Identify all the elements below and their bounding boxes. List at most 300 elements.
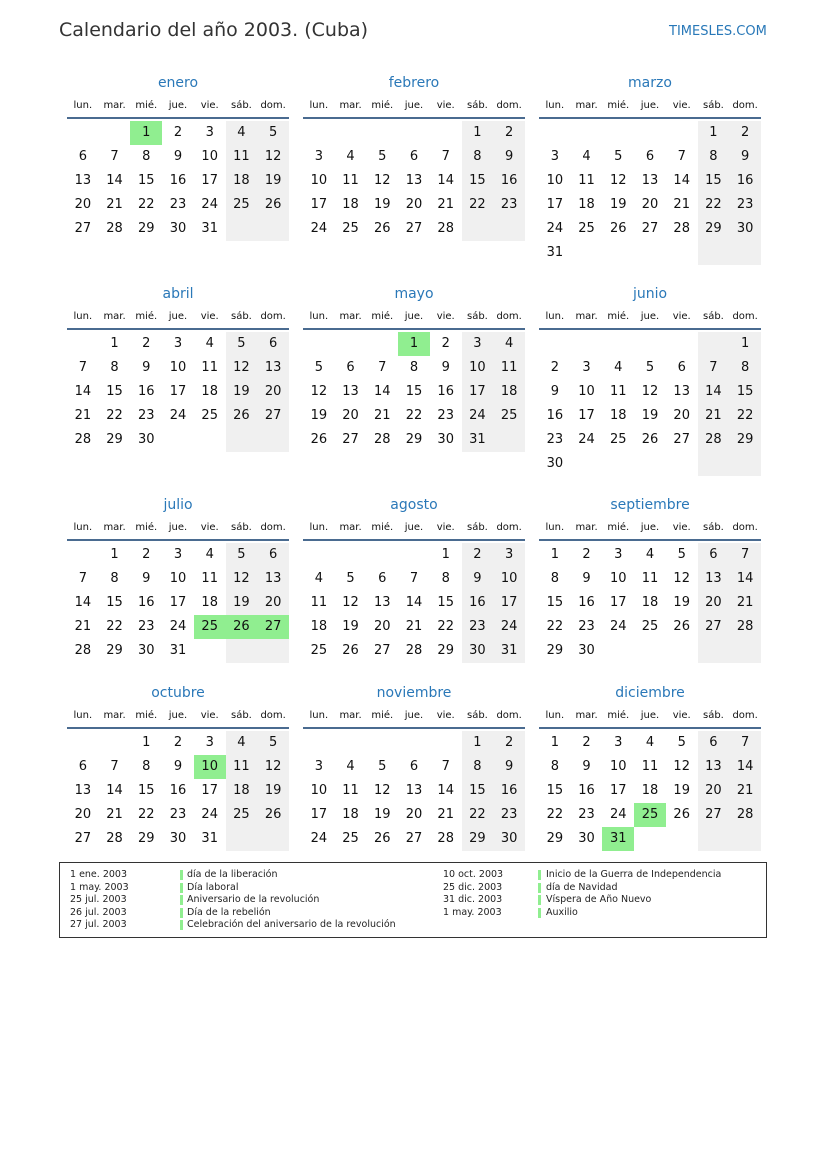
day-cell: 3 [173,336,183,351]
day-cell: 25 [310,643,328,658]
day-cell: 18 [342,197,359,212]
day-cell: 17 [610,783,627,798]
day-cell: 9 [493,145,525,169]
day-cell: 4 [346,759,355,774]
weekday-label: lun. [73,310,93,322]
day-cell: 23 [462,615,494,639]
legend-date: 1 ene. 2003 [70,869,127,880]
weekday-label: dom. [260,521,286,533]
day-cell: 21 [437,197,454,212]
day-cell: 15 [437,595,454,610]
legend-row [70,919,430,932]
day-cell: 8 [462,145,494,169]
holiday-day-cell: 1 [130,121,162,145]
day-cell: 19 [673,595,690,610]
day-cell: 10 [310,783,328,798]
day-cell: 28 [698,428,730,452]
day-cell: 23 [546,432,564,447]
day-cell: 3 [314,149,323,164]
day-cell: 21 [106,197,123,212]
brand-link[interactable]: TIMESLES.COM [669,24,767,39]
holiday-color-marker [538,883,541,893]
day-cell: 26 [610,221,627,236]
day-cell: 19 [641,408,659,423]
day-cell: 18 [201,384,218,399]
day-cell: 17 [546,197,564,212]
weekday-label: mar. [339,709,362,721]
day-cell: 8 [698,145,730,169]
day-cell: 27 [74,221,92,236]
empty-cell [729,241,761,265]
empty-cell [303,543,335,567]
header-divider [303,328,525,330]
empty-cell [67,731,99,755]
day-cell: 5 [378,759,387,774]
day-cell: 29 [437,643,454,658]
empty-cell [257,639,289,663]
day-cell: 7 [729,543,761,567]
day-cell: 19 [226,380,258,404]
weekday-label: sáb. [466,99,488,111]
day-cell: 13 [698,567,730,591]
day-cell: 19 [374,197,391,212]
day-cell: 5 [257,121,289,145]
weekday-label: sáb. [702,310,724,322]
day-cell: 2 [173,735,183,750]
empty-cell [571,121,603,145]
day-cell: 16 [546,408,564,423]
day-cell: 28 [673,221,690,236]
weekday-label: sáb. [702,99,724,111]
day-cell: 25 [493,404,525,428]
day-cell: 1 [550,735,559,750]
holiday-day-cell: 10 [194,755,226,779]
day-cell: 17 [169,595,187,610]
month-name: abril [162,286,194,302]
day-cell: 21 [74,408,92,423]
day-cell: 16 [462,591,494,615]
day-cell: 5 [614,149,623,164]
day-cell: 11 [342,173,359,188]
weekday-label: mar. [339,99,362,111]
day-cell: 2 [493,731,525,755]
day-cell: 10 [201,149,218,164]
empty-cell [698,827,730,851]
empty-cell [462,217,494,241]
day-cell: 5 [314,360,323,375]
day-cell: 8 [550,571,559,586]
month-abril [67,284,289,452]
day-cell: 20 [374,619,391,634]
day-cell: 31 [201,221,218,236]
header-divider [67,727,289,729]
day-cell: 6 [409,149,419,164]
day-cell: 30 [169,221,187,236]
day-cell: 29 [106,432,123,447]
weekday-label: jue. [640,709,660,721]
month-junio [539,284,761,476]
day-cell: 29 [462,827,494,851]
day-cell: 3 [614,735,623,750]
day-cell: 13 [698,755,730,779]
day-cell: 13 [673,384,690,399]
day-cell: 23 [437,408,454,423]
day-cell: 17 [310,197,328,212]
day-cell: 4 [493,332,525,356]
empty-cell [602,121,634,145]
day-cell: 15 [138,173,155,188]
month-agosto [303,495,525,663]
day-cell: 21 [405,619,423,634]
weekday-label: mié. [371,310,394,322]
day-cell: 5 [257,731,289,755]
day-cell: 31 [462,428,494,452]
day-cell: 1 [729,332,761,356]
day-cell: 25 [342,831,359,846]
day-cell: 4 [226,731,258,755]
day-cell: 26 [641,432,659,447]
day-cell: 7 [441,149,450,164]
day-cell: 10 [462,356,494,380]
day-cell: 3 [614,547,623,562]
day-cell: 2 [582,547,591,562]
day-cell: 26 [374,831,391,846]
day-cell: 18 [310,619,328,634]
day-grid [303,731,525,851]
empty-cell [634,639,666,663]
day-cell: 9 [493,755,525,779]
legend-date: 27 jul. 2003 [70,919,127,930]
empty-cell [366,543,398,567]
legend-holiday-name: Inicio de la Guerra de Independencia [546,869,722,880]
weekday-label: jue. [404,310,424,322]
header-divider [539,539,761,541]
day-cell: 13 [405,783,423,798]
weekday-label: jue. [404,709,424,721]
day-cell: 14 [729,755,761,779]
weekday-label: mar. [103,709,126,721]
empty-cell [226,217,258,241]
day-cell: 9 [462,567,494,591]
day-cell: 9 [441,360,450,375]
day-cell: 28 [106,831,123,846]
day-cell: 16 [169,783,187,798]
day-cell: 15 [462,779,494,803]
day-cell: 8 [729,356,761,380]
day-cell: 1 [110,547,119,562]
holiday-day-cell: 27 [257,615,289,639]
weekday-label: vie. [672,99,691,111]
weekday-label: sáb. [702,521,724,533]
day-cell: 17 [169,384,187,399]
day-cell: 10 [578,384,595,399]
day-cell: 25 [610,432,627,447]
month-name: marzo [628,75,672,91]
day-cell: 11 [201,571,218,586]
day-cell: 15 [729,380,761,404]
day-cell: 20 [257,591,289,615]
day-cell: 26 [673,619,690,634]
day-cell: 5 [378,149,387,164]
weekday-label: lun. [545,310,565,322]
day-cell: 20 [641,197,659,212]
weekday-label: mié. [371,709,394,721]
day-cell: 16 [138,384,155,399]
day-cell: 2 [462,543,494,567]
day-cell: 9 [582,759,591,774]
month-name: junio [632,286,668,302]
empty-cell [493,217,525,241]
month-name: mayo [394,286,434,302]
legend-row [443,907,763,920]
empty-cell [698,452,730,476]
day-cell: 11 [578,173,595,188]
day-cell: 1 [698,121,730,145]
weekday-label: dom. [260,99,286,111]
weekday-label: mié. [135,521,158,533]
day-cell: 6 [78,149,87,164]
empty-cell [335,543,367,567]
day-cell: 29 [138,221,155,236]
day-cell: 19 [257,779,289,803]
weekday-label: mié. [607,99,630,111]
legend-row [70,869,430,882]
day-cell: 28 [405,643,423,658]
day-grid [303,543,525,663]
day-cell: 17 [493,591,525,615]
month-octubre [67,683,289,851]
day-cell: 5 [645,360,655,375]
empty-cell [67,543,99,567]
empty-cell [99,731,131,755]
day-grid [67,543,289,663]
weekday-label: jue. [168,709,188,721]
day-cell: 20 [342,408,359,423]
legend-date: 25 dic. 2003 [443,881,503,893]
day-cell: 28 [374,432,391,447]
day-cell: 14 [437,173,454,188]
day-cell: 16 [169,173,187,188]
day-cell: 2 [550,360,559,375]
header-divider [303,117,525,119]
day-cell: 3 [493,543,525,567]
legend-holiday-name: Día de la rebelión [187,906,271,918]
day-cell: 8 [462,755,494,779]
day-cell: 21 [698,404,730,428]
day-cell: 20 [74,807,92,822]
weekday-label: mar. [339,310,362,322]
weekday-label: vie. [436,709,455,721]
day-cell: 9 [173,759,183,774]
day-cell: 9 [729,145,761,169]
day-cell: 12 [257,145,289,169]
weekday-label: jue. [640,521,660,533]
day-cell: 15 [405,384,423,399]
day-cell: 4 [582,149,591,164]
day-cell: 30 [546,456,564,471]
day-cell: 31 [201,831,218,846]
day-cell: 3 [205,735,214,750]
empty-cell [366,121,398,145]
day-grid [67,332,289,452]
day-cell: 20 [74,197,92,212]
empty-cell [398,543,430,567]
day-cell: 6 [677,360,686,375]
weekday-label: jue. [168,521,188,533]
weekday-label: dom. [260,310,286,322]
empty-cell [257,217,289,241]
day-cell: 4 [205,336,214,351]
day-cell: 18 [610,408,627,423]
weekday-header [303,304,525,328]
holiday-day-cell: 1 [398,332,430,356]
day-cell: 3 [173,547,183,562]
holiday-color-marker [180,908,183,918]
month-septiembre [539,495,761,663]
day-cell: 1 [550,547,559,562]
day-cell: 8 [110,360,119,375]
weekday-header [539,703,761,727]
weekday-label: vie. [672,709,691,721]
day-cell: 24 [610,619,627,634]
weekday-label: vie. [672,521,691,533]
weekday-label: dom. [496,521,522,533]
empty-cell [571,452,603,476]
day-grid [539,543,761,663]
day-cell: 23 [138,619,155,634]
day-cell: 24 [610,807,627,822]
month-diciembre [539,683,761,851]
day-cell: 1 [441,547,450,562]
legend-date: 26 jul. 2003 [70,906,127,918]
weekday-label: vie. [436,310,455,322]
month-febrero [303,73,525,241]
day-cell: 4 [614,360,623,375]
holiday-day-cell: 31 [602,827,634,851]
day-cell: 15 [546,595,564,610]
day-cell: 2 [493,121,525,145]
day-cell: 12 [374,173,391,188]
page-title: Calendario del año 2003. (Cuba) [59,19,369,41]
weekday-header [539,515,761,539]
day-cell: 11 [641,571,659,586]
day-cell: 18 [641,783,659,798]
day-cell: 7 [110,759,119,774]
day-cell: 12 [257,755,289,779]
day-cell: 12 [342,595,359,610]
empty-cell [666,827,698,851]
day-cell: 15 [546,783,564,798]
day-cell: 23 [138,408,155,423]
empty-cell [226,827,258,851]
day-grid [303,332,525,452]
day-cell: 23 [729,193,761,217]
weekday-label: sáb. [466,709,488,721]
day-cell: 22 [106,619,123,634]
legend-row [70,907,430,920]
day-cell: 28 [437,831,454,846]
day-cell: 4 [645,547,655,562]
day-cell: 1 [142,735,151,750]
day-cell: 31 [169,643,187,658]
weekday-label: lun. [73,709,93,721]
legend-holiday-name: Aniversario de la revolución [187,894,320,905]
day-cell: 5 [346,571,355,586]
day-cell: 25 [226,803,258,827]
header-divider [67,328,289,330]
day-cell: 6 [409,759,419,774]
day-cell: 17 [462,380,494,404]
holiday-color-marker [538,908,541,918]
day-cell: 30 [578,643,595,658]
day-cell: 22 [546,807,564,822]
day-cell: 17 [610,595,627,610]
weekday-header [539,304,761,328]
day-cell: 18 [493,380,525,404]
day-cell: 16 [578,783,595,798]
empty-cell [99,121,131,145]
day-cell: 29 [729,428,761,452]
empty-cell [366,332,398,356]
empty-cell [634,121,666,145]
day-cell: 31 [546,245,564,260]
day-cell: 22 [138,807,155,822]
weekday-label: sáb. [466,310,488,322]
day-cell: 24 [310,221,328,236]
day-cell: 5 [677,547,686,562]
day-cell: 26 [226,404,258,428]
day-cell: 20 [405,197,423,212]
day-cell: 15 [138,783,155,798]
empty-cell [257,827,289,851]
day-cell: 24 [201,197,218,212]
empty-cell [194,639,226,663]
legend-date: 1 may. 2003 [443,906,502,918]
empty-cell [634,241,666,265]
day-cell: 11 [610,384,627,399]
holiday-color-marker [538,870,541,880]
holiday-color-marker [180,883,183,893]
day-cell: 6 [698,731,730,755]
weekday-label: mié. [135,709,158,721]
day-cell: 27 [374,643,391,658]
day-cell: 5 [226,332,258,356]
day-cell: 24 [578,432,595,447]
day-cell: 24 [546,221,564,236]
day-cell: 18 [201,595,218,610]
day-cell: 4 [645,735,655,750]
day-cell: 30 [138,643,155,658]
weekday-label: lun. [545,521,565,533]
empty-cell [194,428,226,452]
day-cell: 14 [106,173,123,188]
holiday-color-marker [180,920,183,930]
empty-cell [398,121,430,145]
weekday-label: jue. [404,99,424,111]
holiday-day-cell: 25 [194,615,226,639]
weekday-label: jue. [168,310,188,322]
day-cell: 6 [257,332,289,356]
legend-column-1 [70,869,430,932]
day-cell: 15 [106,595,123,610]
day-cell: 29 [546,643,564,658]
header-divider [539,117,761,119]
day-cell: 22 [138,197,155,212]
day-cell: 3 [314,759,323,774]
empty-cell [67,121,99,145]
weekday-header [67,304,289,328]
day-cell: 16 [729,169,761,193]
